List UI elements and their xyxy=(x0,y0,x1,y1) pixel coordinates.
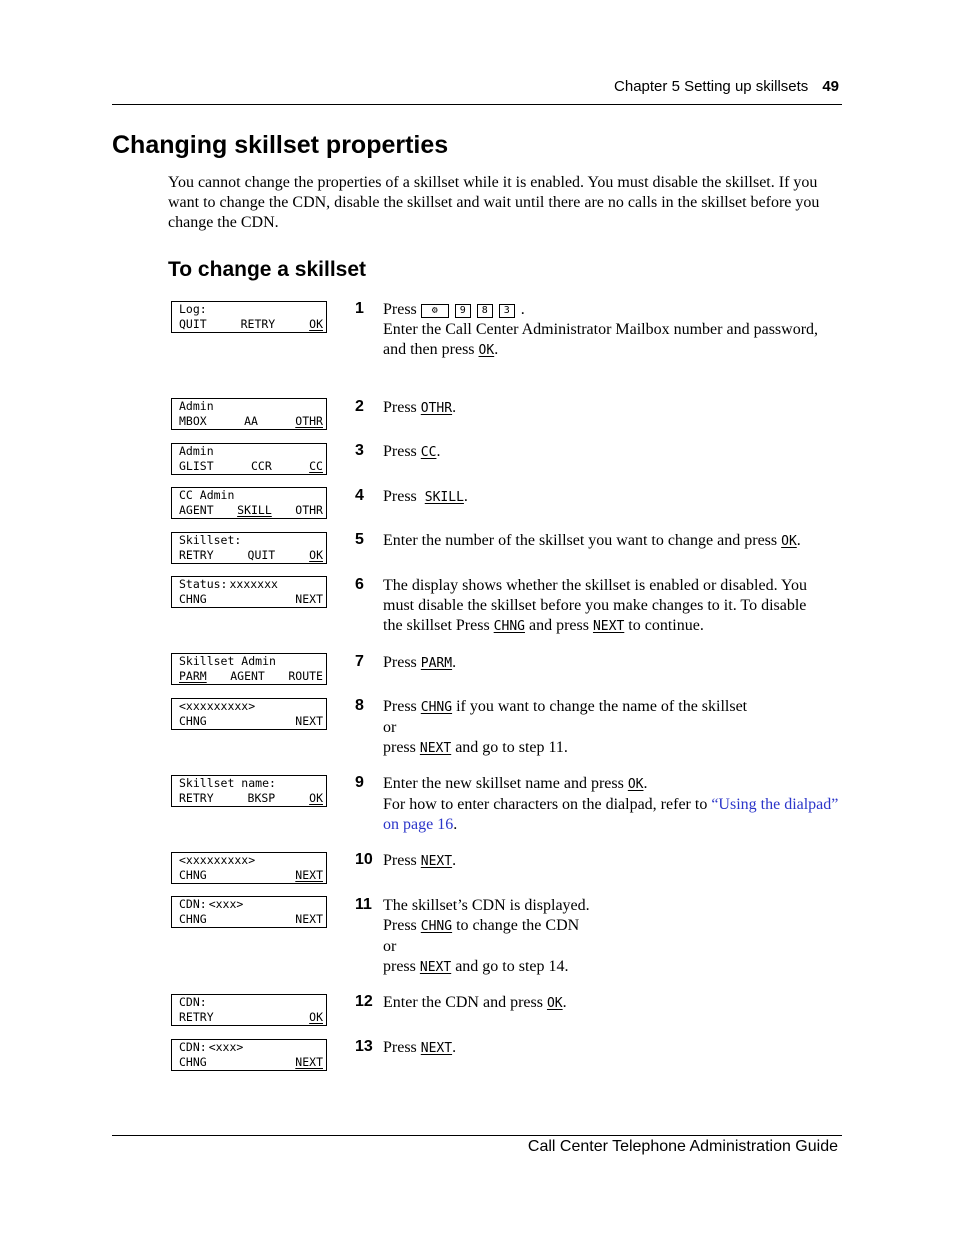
step-text: Press xyxy=(383,698,417,715)
step-number: 4 xyxy=(355,487,364,504)
softkey-ref: CHNG xyxy=(420,919,453,934)
softkey-retry: RETRY xyxy=(179,1010,214,1024)
lcd-display-skillset xyxy=(171,532,327,564)
softkey-ref: OTHR xyxy=(420,401,453,416)
step-text: For how to enter characters on the dialpad, refer to xyxy=(383,796,708,813)
step-text: Press xyxy=(383,654,417,671)
lcd-display-skillset-admin xyxy=(171,653,327,685)
softkey-next: NEXT xyxy=(295,868,323,882)
step-text: or xyxy=(383,719,397,736)
step-text: . xyxy=(452,654,457,671)
softkey-quit: QUIT xyxy=(179,317,207,331)
step-2 xyxy=(383,398,843,419)
softkey-chng: CHNG xyxy=(179,868,207,882)
lcd-line1: CDN: xyxy=(179,1040,207,1054)
lcd-line1: Log: xyxy=(179,302,207,316)
intro-paragraph: You cannot change the properties of a skillset while it is enabled. You must disable the skillset. If you want to change the CDN, disable the skillset and wait until there are no calls in the skillset before you change the CDN. xyxy=(168,174,820,231)
softkey-glist: GLIST xyxy=(179,459,214,473)
dial-key-9: 9 xyxy=(455,304,471,318)
softkey-mbox: MBOX xyxy=(179,414,207,428)
softkey-aa: AA xyxy=(244,414,258,428)
cross-reference-link[interactable]: “Using the dialpad” on page 16 xyxy=(383,796,839,833)
step-12 xyxy=(383,993,843,1014)
softkey-retry: RETRY xyxy=(179,791,214,805)
softkey-skill: SKILL xyxy=(237,503,272,517)
step-text: . xyxy=(436,443,441,460)
feature-key-icon: ⚙ xyxy=(421,304,449,318)
step-text: Enter the number of the skillset you want to change and press xyxy=(383,532,778,549)
softkey-next: NEXT xyxy=(295,592,323,606)
step-number: 7 xyxy=(355,653,364,670)
softkey-othr: OTHR xyxy=(295,414,323,428)
step-text: Press xyxy=(383,917,417,934)
lcd-line1: Skillset: xyxy=(179,533,242,547)
softkey-cc: CC xyxy=(309,459,323,473)
step-5 xyxy=(383,531,843,552)
step-number: 12 xyxy=(355,993,373,1010)
softkey-ref: OK xyxy=(478,343,495,358)
lcd-line1: <xxxxxxxxx> xyxy=(179,699,256,713)
step-text: press xyxy=(383,739,416,756)
running-footer: Call Center Telephone Administration Guide xyxy=(527,1138,838,1155)
step-text: press xyxy=(383,958,416,975)
lcd-line1: Skillset Admin xyxy=(179,654,276,668)
step-text: Enter the CDN and press xyxy=(383,994,543,1011)
softkey-ref: CC xyxy=(420,445,437,460)
step-number: 8 xyxy=(355,697,364,714)
lcd-display-skillset-name-value xyxy=(171,698,327,730)
softkey-ref: PARM xyxy=(420,656,453,671)
step-4 xyxy=(383,487,843,508)
softkey-chng: CHNG xyxy=(179,714,207,728)
step-text: Press xyxy=(383,301,417,318)
softkey-chng: CHNG xyxy=(179,912,207,926)
header-rule xyxy=(112,104,842,105)
softkey-bksp: BKSP xyxy=(247,791,276,805)
step-text: or xyxy=(383,938,397,955)
step-text: Enter the new skillset name and press xyxy=(383,775,624,792)
step-text: and go to step 14. xyxy=(455,958,569,975)
softkey-ref: NEXT xyxy=(419,960,452,975)
step-9 xyxy=(383,774,843,835)
softkey-next: NEXT xyxy=(295,714,323,728)
lcd-line1: Admin xyxy=(179,399,214,413)
step-text: Press xyxy=(383,488,417,505)
step-text: . xyxy=(643,775,648,792)
procedure-title: To change a skillset xyxy=(168,258,367,281)
dial-key-3: 3 xyxy=(499,304,515,318)
step-text: Enter the Call Center Administrator Mailbox number and password, xyxy=(383,321,819,338)
softkey-ref: CHNG xyxy=(493,619,525,634)
step-number: 1 xyxy=(355,300,364,317)
lcd-line1: Status: xyxy=(179,577,228,591)
softkey-othr: OTHR xyxy=(295,503,323,517)
softkey-retry: RETRY xyxy=(240,317,276,331)
page-number: 49 xyxy=(822,78,839,95)
step-text: . xyxy=(562,994,567,1011)
lcd-cdn-value: <xxx> xyxy=(208,897,244,911)
lcd-display-admin-glist xyxy=(171,443,327,475)
dial-key-8: 8 xyxy=(477,304,493,318)
step-text: The skillset’s CDN is displayed. xyxy=(383,897,590,914)
softkey-ok: OK xyxy=(309,317,323,331)
softkey-ok: OK xyxy=(309,1010,323,1024)
step-10 xyxy=(383,851,843,872)
softkey-ref: NEXT xyxy=(420,854,453,869)
softkey-chng: CHNG xyxy=(179,1055,207,1069)
step-number: 5 xyxy=(355,531,364,548)
lcd-display-skillset-name xyxy=(171,775,327,807)
softkey-ok: OK xyxy=(309,791,323,805)
step-1 xyxy=(383,300,843,361)
step-7 xyxy=(383,653,843,674)
lcd-line1: <xxxxxxxxx> xyxy=(179,853,256,867)
lcd-cdn-value: <xxx> xyxy=(208,1040,244,1054)
lcd-display-cdn-entry xyxy=(171,994,327,1026)
step-text: if you want to change the name of the skillset xyxy=(456,698,748,715)
step-number: 2 xyxy=(355,398,364,415)
softkey-ok: OK xyxy=(309,548,323,562)
lcd-line1: CDN: xyxy=(179,995,207,1009)
step-3 xyxy=(383,442,843,463)
chapter-title: Chapter 5 Setting up skillsets xyxy=(614,78,809,95)
step-text: to continue. xyxy=(628,617,704,634)
step-text: . xyxy=(452,1039,457,1056)
lcd-line1: CDN: xyxy=(179,897,207,911)
step-text: . xyxy=(453,816,458,833)
softkey-route: ROUTE xyxy=(288,669,323,683)
softkey-ccr: CCR xyxy=(250,459,272,473)
step-13 xyxy=(383,1038,843,1059)
softkey-ref: CHNG xyxy=(420,700,453,715)
softkey-agent: AGENT xyxy=(230,669,265,683)
softkey-quit: QUIT xyxy=(247,548,276,562)
lcd-status-value: xxxxxxx xyxy=(229,577,278,591)
step-text: Press xyxy=(383,1039,417,1056)
lcd-display-cc-admin xyxy=(171,487,327,519)
softkey-ref: OK xyxy=(781,534,797,549)
step-text: . xyxy=(452,399,457,416)
step-text: and go to step 11. xyxy=(455,739,568,756)
step-number: 3 xyxy=(355,442,364,459)
running-header xyxy=(614,78,839,95)
lcd-display-log xyxy=(171,301,327,333)
step-text: Press xyxy=(383,443,417,460)
step-11 xyxy=(383,896,843,978)
softkey-ref: NEXT xyxy=(420,1041,453,1056)
softkey-ref: OK xyxy=(627,777,644,792)
step-text: and then press xyxy=(383,341,475,358)
step-text: to change the CDN xyxy=(456,917,580,934)
step-number: 9 xyxy=(355,774,364,791)
step-number: 11 xyxy=(355,896,372,913)
softkey-retry: RETRY xyxy=(179,548,214,562)
step-text: . xyxy=(520,301,525,318)
step-text: Press xyxy=(383,852,417,869)
step-text: . xyxy=(494,341,499,358)
softkey-ref: NEXT xyxy=(419,741,452,756)
lcd-display-cdn-next xyxy=(171,1039,327,1071)
softkey-ref: SKILL xyxy=(424,490,464,505)
step-text: Press xyxy=(383,399,417,416)
lcd-line1: Admin xyxy=(179,444,214,458)
step-8 xyxy=(383,697,843,759)
step-number: 13 xyxy=(355,1038,373,1055)
softkey-agent: AGENT xyxy=(179,503,214,517)
step-text: The display shows whether the skillset is enabled or disabled. You must disable the skillset before you make changes to it. To disable the skillset Press xyxy=(383,577,807,634)
step-text: . xyxy=(452,852,457,869)
lcd-display-cdn xyxy=(171,896,327,928)
lcd-line1: Skillset name: xyxy=(179,776,276,790)
page-title: Changing skillset properties xyxy=(112,131,449,159)
softkey-next: NEXT xyxy=(295,912,323,926)
lcd-display-skillset-name-next xyxy=(171,852,327,884)
softkey-ref: OK xyxy=(546,996,563,1011)
lcd-line1: CC Admin xyxy=(179,488,235,502)
footer-rule xyxy=(112,1135,842,1136)
step-text: . xyxy=(463,488,468,505)
softkey-parm: PARM xyxy=(179,669,207,683)
step-number: 10 xyxy=(355,851,373,868)
lcd-display-admin xyxy=(171,398,327,430)
step-6 xyxy=(383,576,823,637)
step-number: 6 xyxy=(355,576,364,593)
softkey-next: NEXT xyxy=(295,1055,323,1069)
step-text: and press xyxy=(528,617,589,634)
step-text: . xyxy=(796,532,801,549)
lcd-display-status xyxy=(171,576,327,608)
softkey-chng: CHNG xyxy=(179,592,207,606)
softkey-ref: NEXT xyxy=(592,619,625,634)
